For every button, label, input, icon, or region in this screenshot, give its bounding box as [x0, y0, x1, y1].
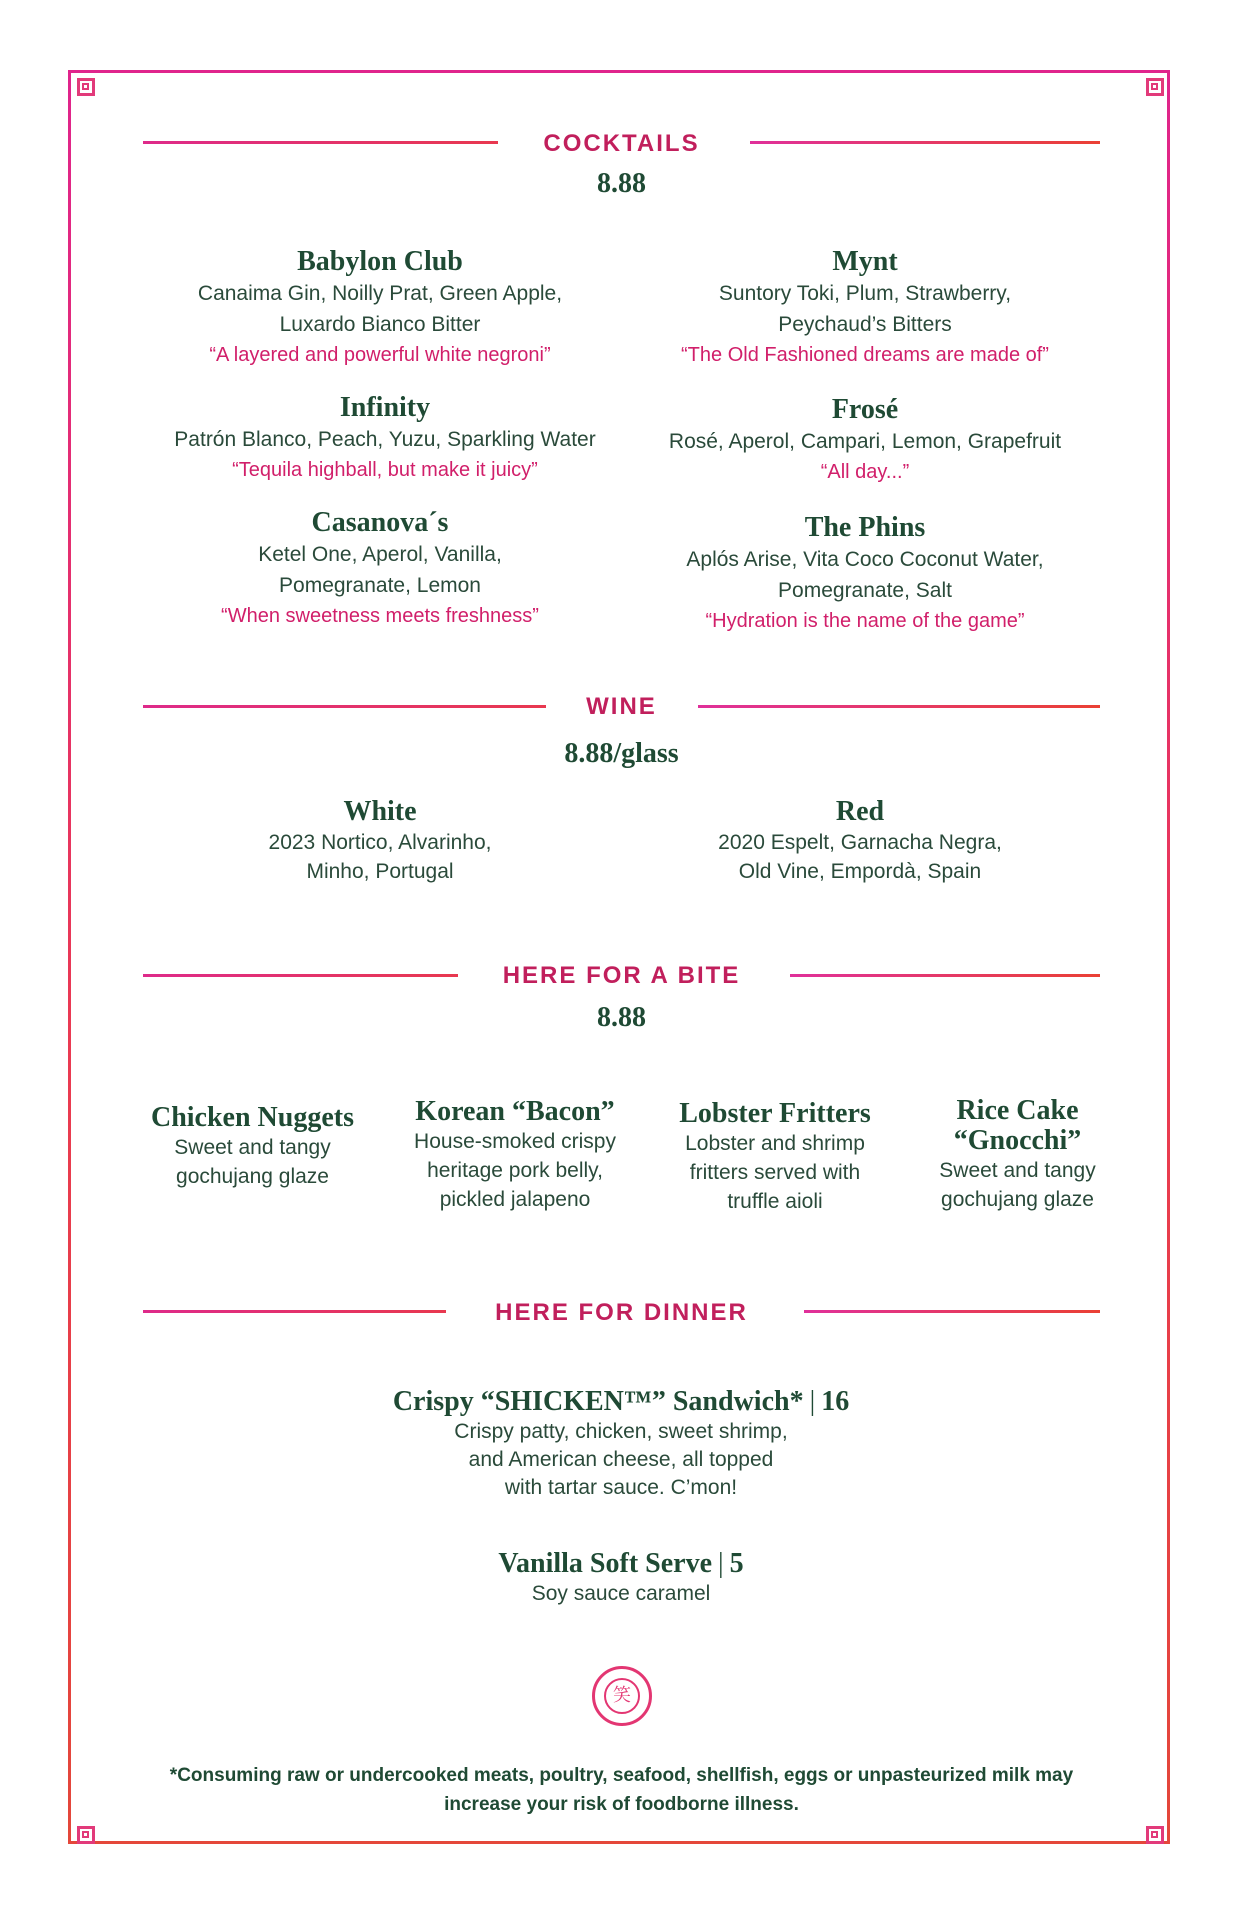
- item-name: Crispy “SHICKEN™” Sandwich*: [392, 1386, 804, 1417]
- menu-item-dinner: [371, 1548, 871, 1608]
- item-name: Babylon Club: [297, 246, 463, 277]
- item-name: White: [343, 796, 417, 827]
- item-name: Korean “Bacon”: [415, 1096, 615, 1127]
- item-tagline: “Hydration is the name of the game”: [705, 610, 1025, 632]
- menu-item-wine: [660, 796, 1060, 886]
- item-tagline: “Tequila highball, but make it juicy”: [232, 459, 538, 481]
- item-name: Lobster Fritters: [679, 1098, 871, 1129]
- menu-item-bite: [905, 1096, 1130, 1214]
- section-title-cocktails: COCKTAILS: [543, 130, 700, 157]
- price-separator: |: [718, 1548, 724, 1579]
- item-description: 2020 Espelt, Garnacha Negra, Old Vine, Empordà, Spain: [718, 831, 1002, 883]
- item-tagline: “All day...”: [820, 461, 910, 483]
- item-description: 2023 Nortico, Alvarinho, Minho, Portugal: [268, 831, 492, 883]
- item-name: Rice Cake “Gnocchi”: [953, 1095, 1082, 1156]
- item-description: Suntory Toki, Plum, Strawberry, Peychaud’s Bitters: [718, 282, 1012, 336]
- menu-item-dinner: [271, 1386, 971, 1502]
- item-description: Sweet and tangy gochujang glaze: [939, 1159, 1096, 1211]
- item-description: Crispy patty, chicken, sweet shrimp, and American cheese, all topped with tartar sauce. C’mon!: [454, 1420, 788, 1499]
- section-title-wine: WINE: [586, 693, 657, 720]
- section-title-bite: HERE FOR A BITE: [502, 962, 741, 989]
- item-name: Chicken Nuggets: [150, 1102, 354, 1133]
- menu-item-cocktail: [610, 512, 1120, 636]
- menu-item-cocktail: [120, 246, 640, 370]
- corner-ornament-icon: [77, 78, 95, 96]
- menu-item-cocktail: [610, 394, 1120, 487]
- item-tagline: “When sweetness meets freshness”: [221, 605, 539, 627]
- item-description: Aplós Arise, Vita Coco Coconut Water, Pomegranate, Salt: [686, 548, 1044, 602]
- seal-glyph: 笑: [604, 1678, 640, 1714]
- item-description: Sweet and tangy gochujang glaze: [174, 1136, 331, 1188]
- item-name: Mynt: [832, 246, 898, 277]
- section-price-wine: 8.88/glass: [564, 738, 679, 769]
- section-price-bite: 8.88: [597, 1002, 646, 1033]
- section-price-cocktails: 8.88: [597, 168, 646, 199]
- price-separator: |: [809, 1386, 816, 1417]
- footnote-disclaimer: *Consuming raw or undercooked meats, poultry, seafood, shellfish, eggs or unpasteurized milk may increase your risk of foodborne illness.: [169, 1765, 1074, 1815]
- menu-item-wine: [180, 796, 580, 886]
- item-description: Canaima Gin, Noilly Prat, Green Apple, Luxardo Bianco Bitter: [197, 282, 563, 336]
- menu-item-bite: [130, 1103, 375, 1191]
- item-description: Patrón Blanco, Peach, Yuzu, Sparkling Water: [174, 428, 596, 451]
- corner-ornament-icon: [1146, 78, 1164, 96]
- item-description: Soy sauce caramel: [531, 1582, 711, 1605]
- item-name: Infinity: [339, 392, 431, 423]
- menu-item-bite: [650, 1099, 900, 1216]
- menu-item-bite: [385, 1097, 645, 1214]
- item-tagline: “A layered and powerful white negroni”: [209, 344, 551, 366]
- corner-ornament-icon: [77, 1826, 95, 1844]
- item-price: 16: [821, 1386, 850, 1417]
- menu-item-cocktail: [610, 246, 1120, 370]
- menu-item-cocktail: [120, 507, 640, 631]
- corner-ornament-icon: [1146, 1826, 1164, 1844]
- item-tagline: “The Old Fashioned dreams are made of”: [681, 344, 1049, 366]
- section-title-dinner: HERE FOR DINNER: [495, 1299, 748, 1326]
- item-description: Lobster and shrimp fritters served with truffle aioli: [685, 1132, 865, 1213]
- flower-seal-icon: [592, 1666, 652, 1726]
- item-description: Ketel One, Aperol, Vanilla, Pomegranate, Lemon: [258, 543, 502, 597]
- item-name: The Phins: [804, 512, 926, 543]
- item-name: Vanilla Soft Serve: [498, 1548, 713, 1579]
- item-name: Frosé: [831, 394, 899, 425]
- item-name: Red: [835, 796, 885, 827]
- item-price: 5: [729, 1548, 744, 1579]
- item-name: Casanova´s: [311, 507, 449, 538]
- item-description: Rosé, Aperol, Campari, Lemon, Grapefruit: [668, 430, 1062, 453]
- item-description: House-smoked crispy heritage pork belly, pickled jalapeno: [414, 1130, 616, 1211]
- menu-item-cocktail: [120, 392, 650, 485]
